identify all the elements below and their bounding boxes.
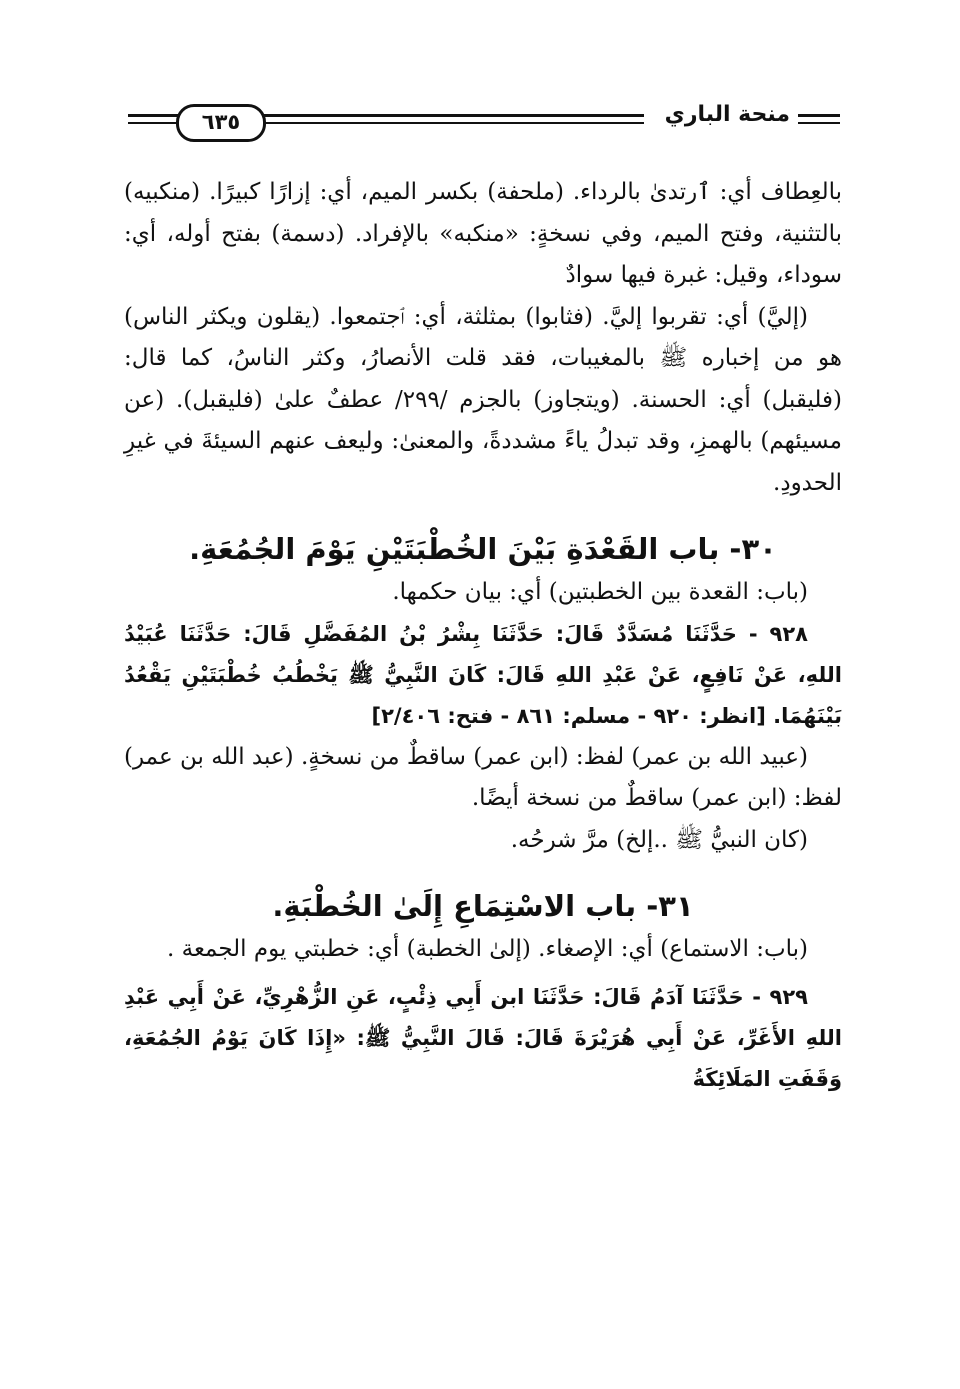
- commentary-paragraph-1: بالعِطاف أي: ٱرتدىٰ بالرداء. (ملحفة) بكسر الميم، أي: إزارًا كبيرًا. (منكبيه) بالتثنية، وفتح الميم، وفي نسخةٍ: «منكبه» بالإفراد. (دسمة) بفتح أوله، أي: سوداء، وقيل: غبرة فيها سوادٌ: [124, 179, 842, 288]
- chapter-30-explanation: (باب: القعدة بين الخطبتين) أي: بيان حكمها.: [392, 579, 808, 605]
- header-rule-middle-top: [258, 114, 644, 117]
- hadith-929: ٩٢٩ - حَدَّثَنَا آدَمُ قَالَ: حَدَّثَنَا ابن أَبِي ذِئْبٍ، عَنِ الزُّهْرِيِّ، عَنْ أَبِي عَبْدِ اللهِ الأَغَرِّ، عَنْ أَبِي هُرَيْرَةَ قَالَ: قَالَ النَّبِيُّ ﷺ: «إِذَا كَانَ يَوْمُ الجُمُعَةِ، وَقَفَتِ المَلَائِكَةُ: [124, 984, 842, 1091]
- chapter-30-note-1: (عبيد الله بن عمر) لفظ: (ابن عمر) ساقطٌ من نسخةٍ. (عبد الله بن عمر) لفظ: (ابن عمر) ساقطٌ من نسخة أيضًا.: [124, 743, 842, 811]
- hadith-928: ٩٢٨ - حَدَّثَنَا مُسَدَّدٌ قَالَ: حَدَّثَنَا بِشْرُ بْنُ المُفَضَّلِ قَالَ: حَدَّثَنَا عُبَيْدُ اللهِ، عَنْ نَافِعٍ، عَنْ عَبْدِ اللهِ قَالَ: كَانَ النَّبِيُّ ﷺ يَخْطُبُ خُطْبَتَيْنِ يَقْعُدُ بَيْنَهُمَا. [انظر: ٩٢٠ - مسلم: ٨٦١ - فتح: ٢/٤٠٦]: [124, 621, 842, 728]
- chapter-heading-31: ٣١- باب الاسْتِمَاعِ إِلَىٰ الخُطْبَةِ.: [272, 889, 694, 923]
- text-body: [124, 172, 842, 1100]
- header-rule-left-bottom: [128, 122, 180, 124]
- page-number: ٦٣٥: [176, 104, 266, 142]
- header-rule-right-top: [798, 114, 840, 117]
- chapter-30-note-2: (كان النبيُّ ﷺ ..إلخ) مرَّ شرحُه.: [510, 826, 808, 853]
- header-rule-middle-bottom: [258, 122, 644, 124]
- chapter-heading-30: ٣٠- باب القَعْدَةِ بَيْنَ الخُطْبَتَيْنِ يَوْمَ الجُمُعَةِ.: [189, 532, 777, 566]
- running-header: [128, 100, 840, 144]
- header-rule-right-bottom: [798, 122, 840, 124]
- chapter-31-explanation: (باب: الاستماع) أي: الإصغاء. (إلىٰ الخطبة) أي: خطبتي يوم الجمعة .: [166, 936, 808, 962]
- book-title: منحة الباري: [664, 102, 790, 127]
- commentary-paragraph-2: (إليَّ) أي: تقربوا إليَّ. (فثابوا) بمثلثة، أي: ٱجتمعوا. (يقلون ويكثر الناس) هو من إخباره ﷺ بالمغيبات، فقد قلت الأنصارُ، وكثر الناسُ، كما قال: (فليقبل) أي: الحسنة. (ويتجاوز) بالجزم /٢٩٩/ عطفٌ علىٰ (فليقبل). (عن مسيئهم) بالهمزِ، وقد تبدلُ ياءً مشددةً، والمعنىٰ: وليعف عنهم السيئةَ في غيرِ الحدودِ.: [124, 303, 842, 496]
- header-rule-left-top: [128, 114, 180, 117]
